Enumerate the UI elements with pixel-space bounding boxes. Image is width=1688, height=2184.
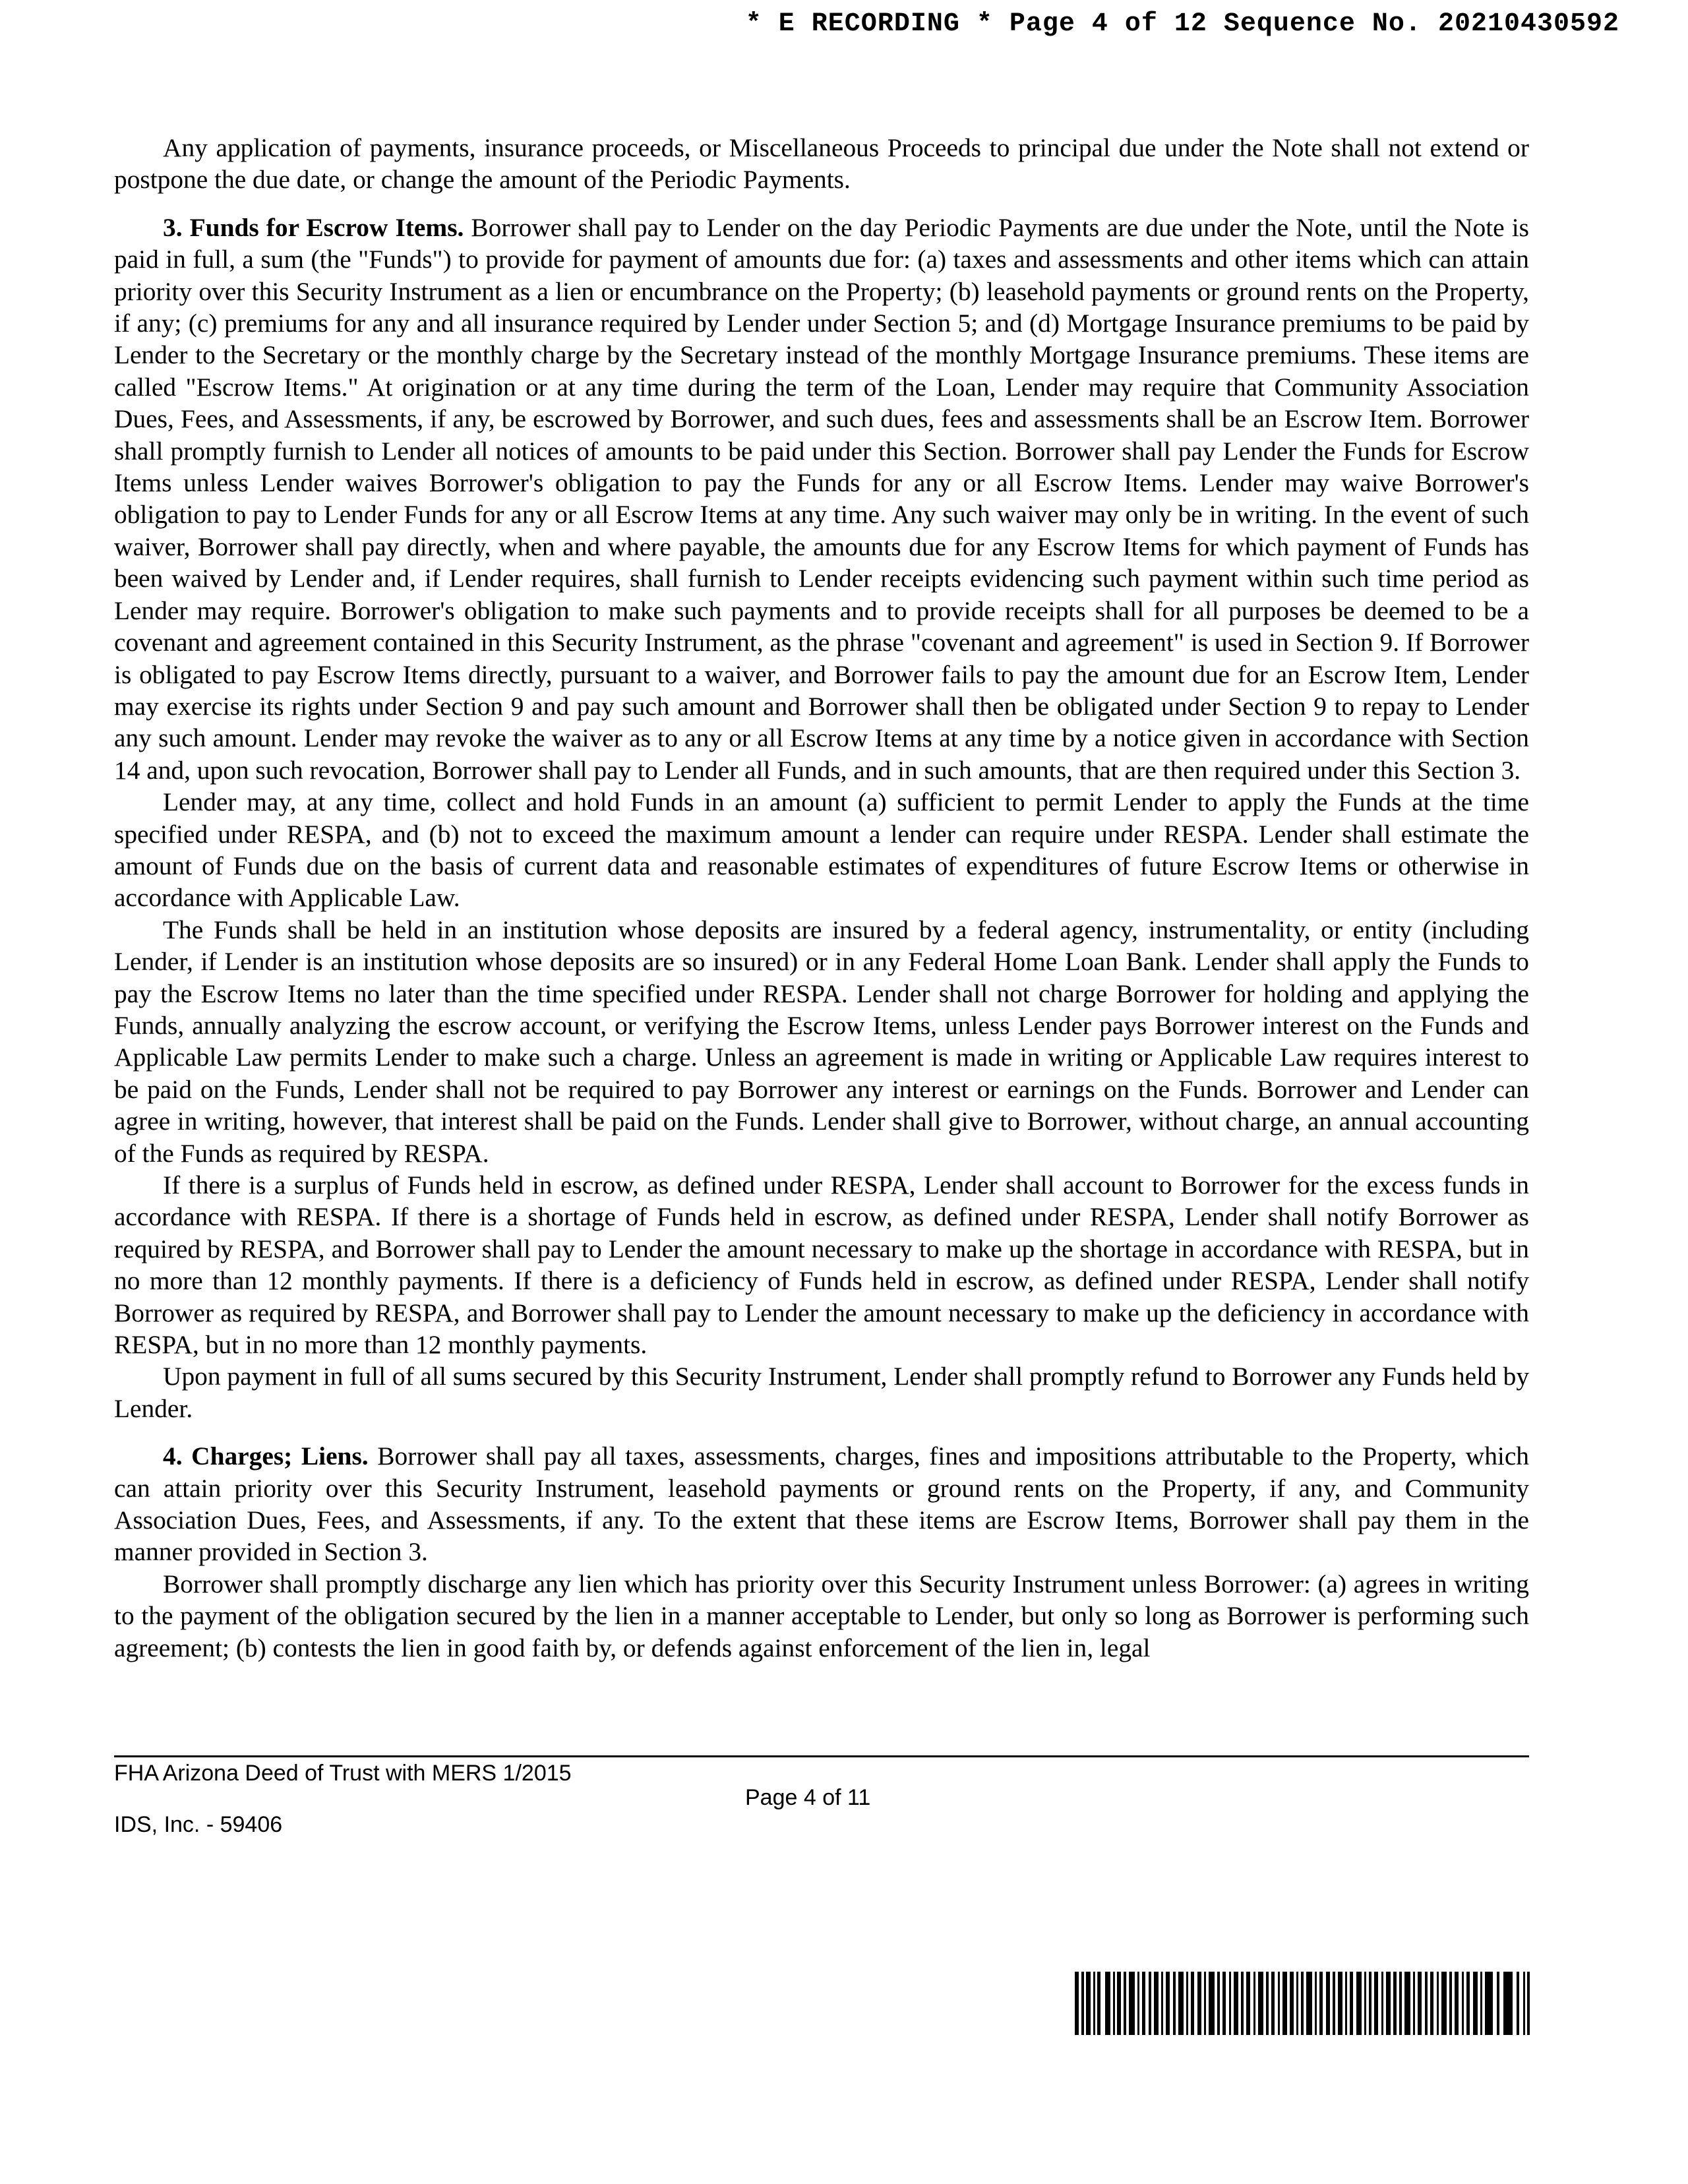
section-4-heading: 4. Charges; Liens. [163,1441,369,1471]
section-4-text: Borrower shall pay all taxes, assessments, charges, fines and impositions attributable to the Property, which can attain priority over this Security Instrument, leasehold payments or ground rents on the Property, if any, and Community Association Dues, Fees, and Assessments, if any. To the extent that these items are Escrow Items, Borrower shall pay them in the manner provided in Section 3. [114,1441,1530,1567]
footer-page-number: Page 4 of 11 [745,1785,871,1810]
footer-vendor: IDS, Inc. - 59406 [114,1812,283,1837]
paragraph-funds-held: The Funds shall be held in an institution whose deposits are insured by a federal agency, instrumentality, or entity (including Lender, if Lender is an institution whose deposits are so insured) or in any Federal Home Loan Bank. Lender shall apply the Funds to pay the Escrow Items no later than the time specified under RESPA. Lender shall not charge Borrower for holding and applying the Funds, annually analyzing the escrow account, or verifying the Escrow Items, unless Lender pays Borrower interest on the Funds and Applicable Law permits Lender to make such a charge. Unless an agreement is made in writing or Applicable Law requires interest to be paid on the Funds, Lender shall not be required to pay Borrower any interest or earnings on the Funds. Borrower and Lender can agree in writing, however, that interest shall be paid on the Funds. Lender shall give to Borrower, without charge, an annual accounting of the Funds as required by RESPA. [114,915,1529,1168]
section-3-paragraph [114,212,1529,786]
paragraph-application: Any application of payments, insurance proceeds, or Miscellaneous Proceeds to principal due under the Note shall not extend or postpone the due date, or change the amount of the Periodic Payments. [114,133,1529,195]
paragraph-discharge-lien: Borrower shall promptly discharge any lien which has priority over this Security Instrument unless Borrower: (a) agrees in writing to the payment of the obligation secured by the lien in a manner acceptable to Lender, but only so long as Borrower is performing such agreement; (b) contests the lien in good faith by, or defends against enforcement of the lien in, legal [114,1569,1529,1662]
footer-form-name: FHA Arizona Deed of Trust with MERS 1/2015 [114,1761,572,1786]
section-4-paragraph [114,1440,1529,1568]
section-3-text: Borrower shall pay to Lender on the day Periodic Payments are due under the Note, until the Note is paid in full, a sum (the "Funds") to provide for payment of amounts due for: (a) taxes and assessments and other items which can attain priority over this Security Instrument as a lien or encumbrance on the Property; (b) leasehold payments or ground rents on the Property, if any; (c) premiums for any and all insurance required by Lender under Section 5; and (d) Mortgage Insurance premiums to be paid by Lender to the Secretary or the monthly charge by the Secretary instead of the monthly Mortgage Insurance premiums. These items are called "Escrow Items." At origination or at any time during the term of the Loan, Lender may require that Community Association Dues, Fees, and Assessments, if any, be escrowed by Borrower, and such dues, fees and assessments shall be an Escrow Item. Borrower shall promptly furnish to Lender all notices of amounts to be paid under this Section. Borrower shall pay Lender the Funds for Escrow Items unless Lender waives Borrower's obligation to pay the Funds for any or all Escrow Items. Lender may waive Borrower's obligation to pay to Lender Funds for any or all Escrow Items at any time. Any such waiver may only be in writing. In the event of such waiver, Borrower shall pay directly, when and where payable, the amounts due for any Escrow Items for which payment of Funds has been waived by Lender and, if Lender requires, shall furnish to Lender receipts evidencing such payment within such time period as Lender may require. Borrower's obligation to make such payments and to provide receipts shall for all purposes be deemed to be a covenant and agreement contained in this Security Instrument, as the phrase "covenant and agreement" is used in Section 9. If Borrower is obligated to pay Escrow Items directly, pursuant to a waiver, and Borrower fails to pay the amount due for an Escrow Item, Lender may exercise its rights under Section 9 and pay such amount and Borrower shall then be obligated under Section 9 to repay to Lender any such amount. Lender may revoke the waiver as to any or all Escrow Items at any time by a notice given in accordance with Section 14 and, upon such revocation, Borrower shall pay to Lender all Funds, and in such amounts, that are then required under this Section 3. [114,212,1529,785]
document-body [114,132,1529,1664]
paragraph-refund: Upon payment in full of all sums secured by this Security Instrument, Lender shall promptly refund to Borrower any Funds held by Lender. [114,1362,1530,1423]
barcode-image [1075,1972,1530,2035]
paragraph-surplus: If there is a surplus of Funds held in escrow, as defined under RESPA, Lender shall account to Borrower for the excess funds in accordance with RESPA. If there is a shortage of Funds held in escrow, as defined under RESPA, Lender shall notify Borrower as required by RESPA, and Borrower shall pay to Lender the amount necessary to make up the shortage in accordance with RESPA, but in no more than 12 monthly payments. If there is a deficiency of Funds held in escrow, as defined under RESPA, Lender shall notify Borrower as required by RESPA, and Borrower shall pay to Lender the amount necessary to make up the deficiency in accordance with RESPA, but in no more than 12 monthly payments. [114,1170,1529,1360]
recording-header: * E RECORDING * Page 4 of 12 Sequence No. 20210430592 [745,9,1619,39]
paragraph-collect-funds: Lender may, at any time, collect and hold Funds in an amount (a) sufficient to permit Lender to apply the Funds at the time specified under RESPA, and (b) not to exceed the maximum amount a lender can require under RESPA. Lender shall estimate the amount of Funds due on the basis of current data and reasonable estimates of expenditures of future Escrow Items or otherwise in accordance with Applicable Law. [114,787,1529,913]
footer-divider [114,1755,1529,1757]
section-3-heading: 3. Funds for Escrow Items. [163,212,464,242]
